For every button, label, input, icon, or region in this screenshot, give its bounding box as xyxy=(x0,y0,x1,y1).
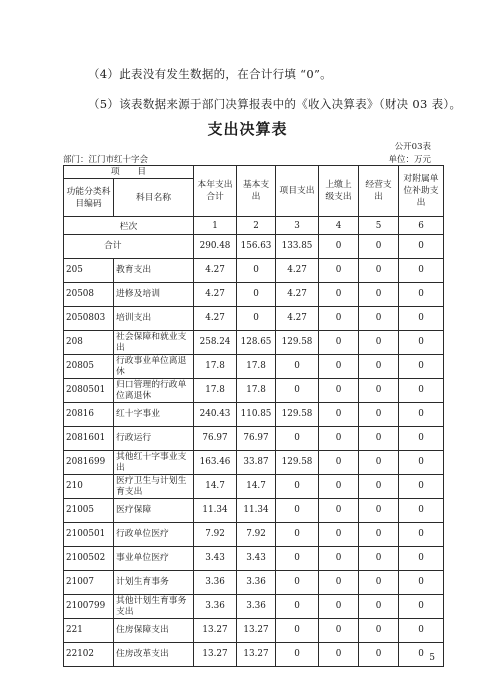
total-label: 合计 xyxy=(64,235,194,259)
col-header-subsidy: 对附属单位补助支出 xyxy=(399,166,444,217)
col-number: 6 xyxy=(399,217,444,235)
note-line-4: （4）此表没有发生数据的，在合计行填 “0”。 xyxy=(88,67,332,81)
value-cell: 128.65 xyxy=(237,331,276,355)
table-row xyxy=(64,571,444,595)
subject-name-cell: 教育支出 xyxy=(114,259,194,283)
func-code-cell: 2100501 xyxy=(64,523,114,547)
value-cell: 0 xyxy=(276,595,319,619)
value-cell: 0 xyxy=(276,427,319,451)
value-cell: 0 xyxy=(319,571,359,595)
value-cell: 3.43 xyxy=(194,547,237,571)
value-cell: 0 xyxy=(276,523,319,547)
value-cell: 3.43 xyxy=(237,547,276,571)
subject-name-cell: 红十字事业 xyxy=(114,403,194,427)
value-cell: 0 xyxy=(399,595,444,619)
value-cell: 0 xyxy=(359,523,399,547)
total-value: 133.85 xyxy=(276,235,319,259)
value-cell: 0 xyxy=(399,499,444,523)
value-cell: 0 xyxy=(319,475,359,499)
unit-label: 单位：万元 xyxy=(388,155,431,165)
value-cell: 129.58 xyxy=(276,403,319,427)
value-cell: 0 xyxy=(237,259,276,283)
value-cell: 17.8 xyxy=(237,379,276,403)
table-row xyxy=(64,547,444,571)
subject-name-cell: 医疗保障 xyxy=(114,499,194,523)
subject-name-cell: 计划生育事务 xyxy=(114,571,194,595)
value-cell: 0 xyxy=(359,619,399,643)
func-code-cell: 2080501 xyxy=(64,379,114,403)
table-body xyxy=(64,235,444,667)
col-number: 3 xyxy=(276,217,319,235)
value-cell: 0 xyxy=(237,307,276,331)
subject-name-cell: 培训支出 xyxy=(114,307,194,331)
value-cell: 0 xyxy=(276,619,319,643)
value-cell: 13.27 xyxy=(237,619,276,643)
value-cell: 0 xyxy=(276,379,319,403)
table-row xyxy=(64,523,444,547)
value-cell: 0 xyxy=(359,475,399,499)
func-code-cell: 208 xyxy=(64,331,114,355)
value-cell: 0 xyxy=(319,355,359,379)
subject-name-cell: 住房保障支出 xyxy=(114,619,194,643)
value-cell: 129.58 xyxy=(276,451,319,475)
table-row xyxy=(64,283,444,307)
subject-name-cell: 医疗卫生与计划生育支出 xyxy=(114,475,194,499)
table-row xyxy=(64,619,444,643)
value-cell: 240.43 xyxy=(194,403,237,427)
func-code-cell: 20816 xyxy=(64,403,114,427)
func-code-cell: 20508 xyxy=(64,283,114,307)
value-cell: 0 xyxy=(276,571,319,595)
value-cell: 3.36 xyxy=(237,595,276,619)
table-title: 支出决算表 xyxy=(207,120,288,138)
value-cell: 0 xyxy=(399,283,444,307)
total-value: 0 xyxy=(319,235,359,259)
value-cell: 0 xyxy=(399,571,444,595)
value-cell: 0 xyxy=(359,571,399,595)
value-cell: 0 xyxy=(359,283,399,307)
col-number: 4 xyxy=(319,217,359,235)
func-code-cell: 2100799 xyxy=(64,595,114,619)
value-cell: 0 xyxy=(319,643,359,667)
value-cell: 110.85 xyxy=(237,403,276,427)
total-value: 0 xyxy=(399,235,444,259)
value-cell: 0 xyxy=(359,259,399,283)
value-cell: 4.27 xyxy=(194,283,237,307)
value-cell: 0 xyxy=(399,355,444,379)
value-cell: 0 xyxy=(319,523,359,547)
value-cell: 0 xyxy=(276,355,319,379)
value-cell: 0 xyxy=(319,427,359,451)
value-cell: 0 xyxy=(399,451,444,475)
subject-name-header: 科目名称 xyxy=(114,179,194,217)
subject-name-cell: 行政事业单位离退休 xyxy=(114,355,194,379)
value-cell: 0 xyxy=(399,547,444,571)
value-cell: 76.97 xyxy=(237,427,276,451)
value-cell: 0 xyxy=(399,523,444,547)
row-label-cell: 栏次 xyxy=(64,217,194,235)
value-cell: 0 xyxy=(399,259,444,283)
subject-name-cell: 住房改革支出 xyxy=(114,643,194,667)
value-cell: 0 xyxy=(319,331,359,355)
col-header-basic: 基本支出 xyxy=(237,166,276,217)
value-cell: 13.27 xyxy=(237,643,276,667)
value-cell: 3.36 xyxy=(194,571,237,595)
func-code-cell: 210 xyxy=(64,475,114,499)
value-cell: 0 xyxy=(319,499,359,523)
func-code-cell: 20805 xyxy=(64,355,114,379)
table-row xyxy=(64,499,444,523)
table-row xyxy=(64,355,444,379)
value-cell: 0 xyxy=(319,595,359,619)
value-cell: 4.27 xyxy=(194,259,237,283)
value-cell: 0 xyxy=(319,379,359,403)
func-code-cell: 22102 xyxy=(64,643,114,667)
value-cell: 7.92 xyxy=(237,523,276,547)
value-cell: 0 xyxy=(399,403,444,427)
value-cell: 0 xyxy=(319,283,359,307)
value-cell: 0 xyxy=(319,547,359,571)
value-cell: 0 xyxy=(359,307,399,331)
func-code-cell: 21005 xyxy=(64,499,114,523)
value-cell: 3.36 xyxy=(194,595,237,619)
form-code: 公开03表 xyxy=(394,142,431,152)
value-cell: 17.8 xyxy=(237,355,276,379)
value-cell: 0 xyxy=(359,547,399,571)
value-cell: 17.8 xyxy=(194,355,237,379)
value-cell: 0 xyxy=(399,619,444,643)
value-cell: 0 xyxy=(319,451,359,475)
func-code-cell: 2081601 xyxy=(64,427,114,451)
value-cell: 17.8 xyxy=(194,379,237,403)
value-cell: 11.34 xyxy=(194,499,237,523)
value-cell: 7.92 xyxy=(194,523,237,547)
value-cell: 258.24 xyxy=(194,331,237,355)
total-value: 290.48 xyxy=(194,235,237,259)
value-cell: 0 xyxy=(359,379,399,403)
value-cell: 0 xyxy=(359,403,399,427)
value-cell: 0 xyxy=(276,475,319,499)
value-cell: 0 xyxy=(319,259,359,283)
department-label: 部门：江门市红十字会 xyxy=(63,155,149,165)
value-cell: 0 xyxy=(399,643,444,667)
value-cell: 0 xyxy=(319,619,359,643)
note-line-5: （5）该表数据来源于部门决算报表中的《收入决算表》（财决 03 表）。 xyxy=(88,97,462,111)
table-row xyxy=(64,643,444,667)
value-cell: 0 xyxy=(399,427,444,451)
value-cell: 3.36 xyxy=(237,571,276,595)
table-row xyxy=(64,451,444,475)
subject-name-cell: 进修及培训 xyxy=(114,283,194,307)
value-cell: 33.87 xyxy=(237,451,276,475)
func-code-header: 功能分类科目编码 xyxy=(64,179,114,217)
table-row xyxy=(64,427,444,451)
value-cell: 14.7 xyxy=(237,475,276,499)
value-cell: 0 xyxy=(319,403,359,427)
value-cell: 13.27 xyxy=(194,643,237,667)
value-cell: 0 xyxy=(359,499,399,523)
table-row xyxy=(64,403,444,427)
subject-name-cell: 事业单位医疗 xyxy=(114,547,194,571)
value-cell: 11.34 xyxy=(237,499,276,523)
col-number: 2 xyxy=(237,217,276,235)
total-row xyxy=(64,235,444,259)
table-row xyxy=(64,379,444,403)
col-number: 1 xyxy=(194,217,237,235)
col-number: 5 xyxy=(359,217,399,235)
value-cell: 0 xyxy=(399,475,444,499)
value-cell: 0 xyxy=(237,283,276,307)
value-cell: 0 xyxy=(399,379,444,403)
value-cell: 76.97 xyxy=(194,427,237,451)
subject-name-cell: 社会保障和就业支出 xyxy=(114,331,194,355)
value-cell: 0 xyxy=(276,499,319,523)
func-code-cell: 2081699 xyxy=(64,451,114,475)
value-cell: 0 xyxy=(359,595,399,619)
value-cell: 163.46 xyxy=(194,451,237,475)
func-code-cell: 2050803 xyxy=(64,307,114,331)
table-row xyxy=(64,475,444,499)
value-cell: 4.27 xyxy=(276,307,319,331)
func-code-cell: 205 xyxy=(64,259,114,283)
value-cell: 0 xyxy=(359,331,399,355)
value-cell: 4.27 xyxy=(194,307,237,331)
col-header-business: 经营支出 xyxy=(359,166,399,217)
subject-name-cell: 归口管理的行政单位离退休 xyxy=(114,379,194,403)
value-cell: 0 xyxy=(359,355,399,379)
value-cell: 129.58 xyxy=(276,331,319,355)
value-cell: 14.7 xyxy=(194,475,237,499)
value-cell: 0 xyxy=(276,547,319,571)
table-row xyxy=(64,307,444,331)
table-row xyxy=(64,331,444,355)
expenditure-table xyxy=(63,165,444,667)
col-header-total: 本年支出合计 xyxy=(194,166,237,217)
func-code-cell: 21007 xyxy=(64,571,114,595)
project-header: 项 目 xyxy=(64,166,194,179)
subject-name-cell: 其他红十字事业支出 xyxy=(114,451,194,475)
value-cell: 4.27 xyxy=(276,259,319,283)
value-cell: 0 xyxy=(319,307,359,331)
page-number: 5 xyxy=(429,653,435,663)
subject-name-cell: 行政运行 xyxy=(114,427,194,451)
total-value: 0 xyxy=(359,235,399,259)
value-cell: 0 xyxy=(359,451,399,475)
col-header-project: 项目支出 xyxy=(276,166,319,217)
table-row xyxy=(64,259,444,283)
value-cell: 4.27 xyxy=(276,283,319,307)
value-cell: 0 xyxy=(399,307,444,331)
value-cell: 0 xyxy=(276,643,319,667)
value-cell: 0 xyxy=(399,331,444,355)
func-code-cell: 221 xyxy=(64,619,114,643)
total-value: 156.63 xyxy=(237,235,276,259)
subject-name-cell: 行政单位医疗 xyxy=(114,523,194,547)
value-cell: 13.27 xyxy=(194,619,237,643)
col-header-remit: 上缴上级支出 xyxy=(319,166,359,217)
subject-name-cell: 其他计划生育事务支出 xyxy=(114,595,194,619)
value-cell: 0 xyxy=(359,427,399,451)
func-code-cell: 2100502 xyxy=(64,547,114,571)
table-row xyxy=(64,595,444,619)
value-cell: 0 xyxy=(359,643,399,667)
